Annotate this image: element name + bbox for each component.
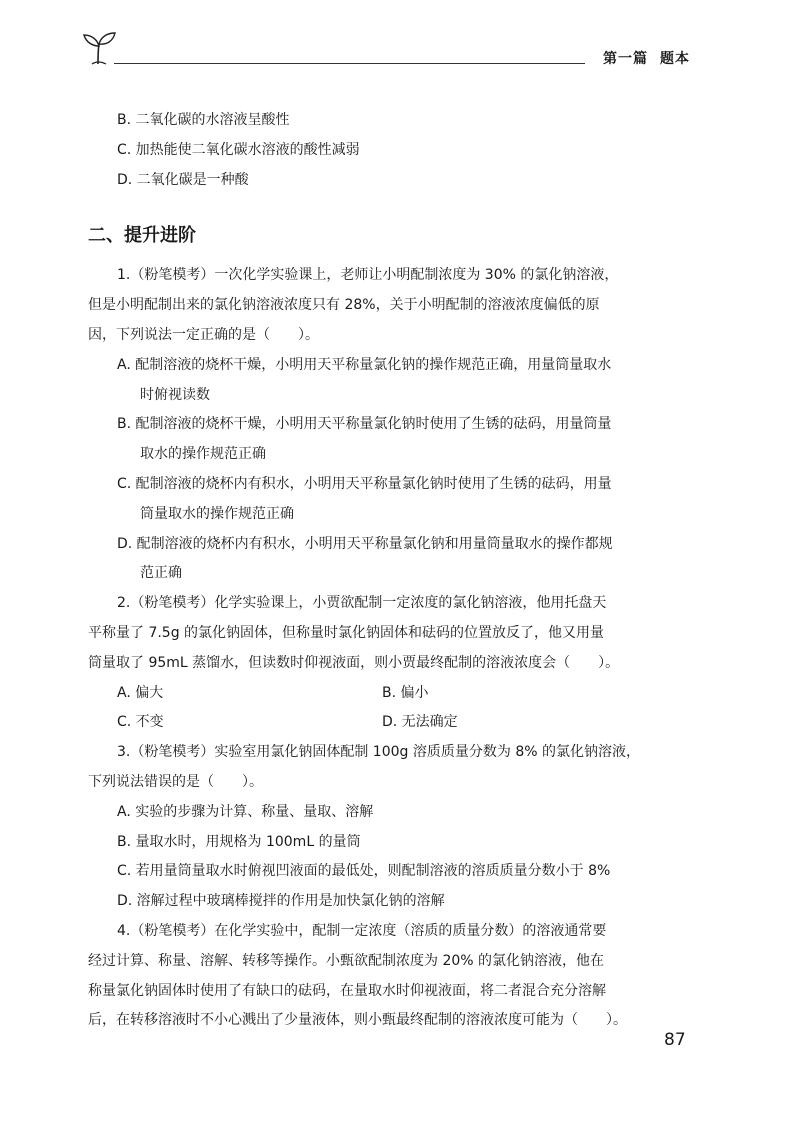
intro-option-c: C. 加热能使二氧化碳水溶液的酸性减弱 <box>117 141 360 158</box>
header-title <box>603 48 690 68</box>
question-3-option-b: B. 量取水时，用规格为 100mL 的量筒 <box>117 833 361 850</box>
question-2-option-d: D. 无法确定 <box>382 714 458 731</box>
question-4-stem-line: 后，在转移溶液时不小心溅出了少量液体，则小甄最终配制的溶液浓度可能为（ ）。 <box>88 1012 627 1029</box>
question-2-stem-line: 2.（粉笔模考）化学实验课上，小贾欲配制一定浓度的氯化钠溶液，他用托盘天 <box>117 595 607 612</box>
question-1 <box>88 261 688 589</box>
question-3 <box>88 738 688 917</box>
question-2-option-c: C. 不变 <box>117 714 164 731</box>
question-1-option-a: A. 配制溶液的烧杯干燥，小明用天平称量氯化钠的操作规范正确，用量筒量取水 <box>117 356 612 373</box>
question-1-option-c-cont: 筒量取水的操作规范正确 <box>140 505 294 522</box>
question-3-stem-line: 下列说法错误的是（ ）。 <box>88 773 263 790</box>
question-2-stem-line: 筒量取了 95mL 蒸馏水，但读数时仰视液面，则小贾最终配制的溶液浓度会（ ）。 <box>88 654 620 671</box>
intro-option-b: B. 二氧化碳的水溶液呈酸性 <box>117 112 290 128</box>
question-1-stem-line: 因，下列说法一定正确的是（ ）。 <box>88 326 319 343</box>
question-2-options-row <box>88 679 688 709</box>
question-4-stem-line: 经过计算、称量、溶解、转移等操作。小甄欲配制浓度为 20% 的氯化钠溶液，他在 <box>88 952 605 969</box>
question-1-option-a-cont: 时俯视读数 <box>140 386 210 403</box>
question-4 <box>88 917 688 1036</box>
question-1-option-b-cont: 取水的操作规范正确 <box>140 446 266 463</box>
page-number: 87 <box>664 1030 686 1050</box>
question-3-option-d: D. 溶解过程中玻璃棒搅拌的作用是加快氯化钠的溶解 <box>117 893 445 910</box>
question-2-stem-line: 平称量了 7.5g 的氯化钠固体，但称量时氯化钠固体和砝码的位置放反了，他又用量 <box>88 624 605 641</box>
intro-option-d: D. 二氧化碳是一种酸 <box>117 171 249 188</box>
header-section: 第一篇 <box>603 51 648 67</box>
question-2-option-a: A. 偏大 <box>117 684 164 701</box>
question-1-option-d-cont: 范正确 <box>140 565 182 582</box>
page-header <box>80 30 690 70</box>
question-1-option-b: B. 配制溶液的烧杯干燥，小明用天平称量氯化钠时使用了生锈的砝码，用量筒量 <box>117 416 612 433</box>
question-4-stem-line: 称量氯化钠固体时使用了有缺口的砝码，在量取水时仰视液面，将二者混合充分溶解 <box>88 982 606 999</box>
header-rule <box>114 63 585 64</box>
page-content <box>88 106 688 1036</box>
question-2-options-row <box>88 708 688 738</box>
question-1-stem-line: 但是小明配制出来的氯化钠溶液浓度只有 28%，关于小明配制的溶液浓度偏低的原 <box>88 297 600 314</box>
question-4-stem-line: 4.（粉笔模考）在化学实验中，配制一定浓度（溶质的质量分数）的溶液通常要 <box>117 922 607 939</box>
question-1-stem-line: 1.（粉笔模考）一次化学实验课上，老师让小明配制浓度为 30% 的氯化钠溶液， <box>117 267 619 284</box>
question-3-option-a: A. 实验的步骤为计算、称量、量取、溶解 <box>117 803 374 820</box>
question-1-option-c: C. 配制溶液的烧杯内有积水，小明用天平称量氯化钠时使用了生锈的砝码，用量 <box>117 475 612 492</box>
question-3-option-c: C. 若用量筒量取水时俯视凹液面的最低处，则配制溶液的溶质质量分数小于 8% <box>117 863 611 880</box>
question-2 <box>88 589 688 738</box>
question-2-option-b: B. 偏小 <box>382 684 429 701</box>
header-subtitle: 题本 <box>660 51 690 67</box>
question-3-stem-line: 3.（粉笔模考）实验室用氯化钠固体配制 100g 溶质质量分数为 8% 的氯化钠溶液， <box>117 744 640 761</box>
question-1-option-d: D. 配制溶液的烧杯内有积水，小明用天平称量氯化钠和用量筒量取水的操作都规 <box>117 535 613 552</box>
section-heading: 二、提升进阶 <box>88 225 196 247</box>
